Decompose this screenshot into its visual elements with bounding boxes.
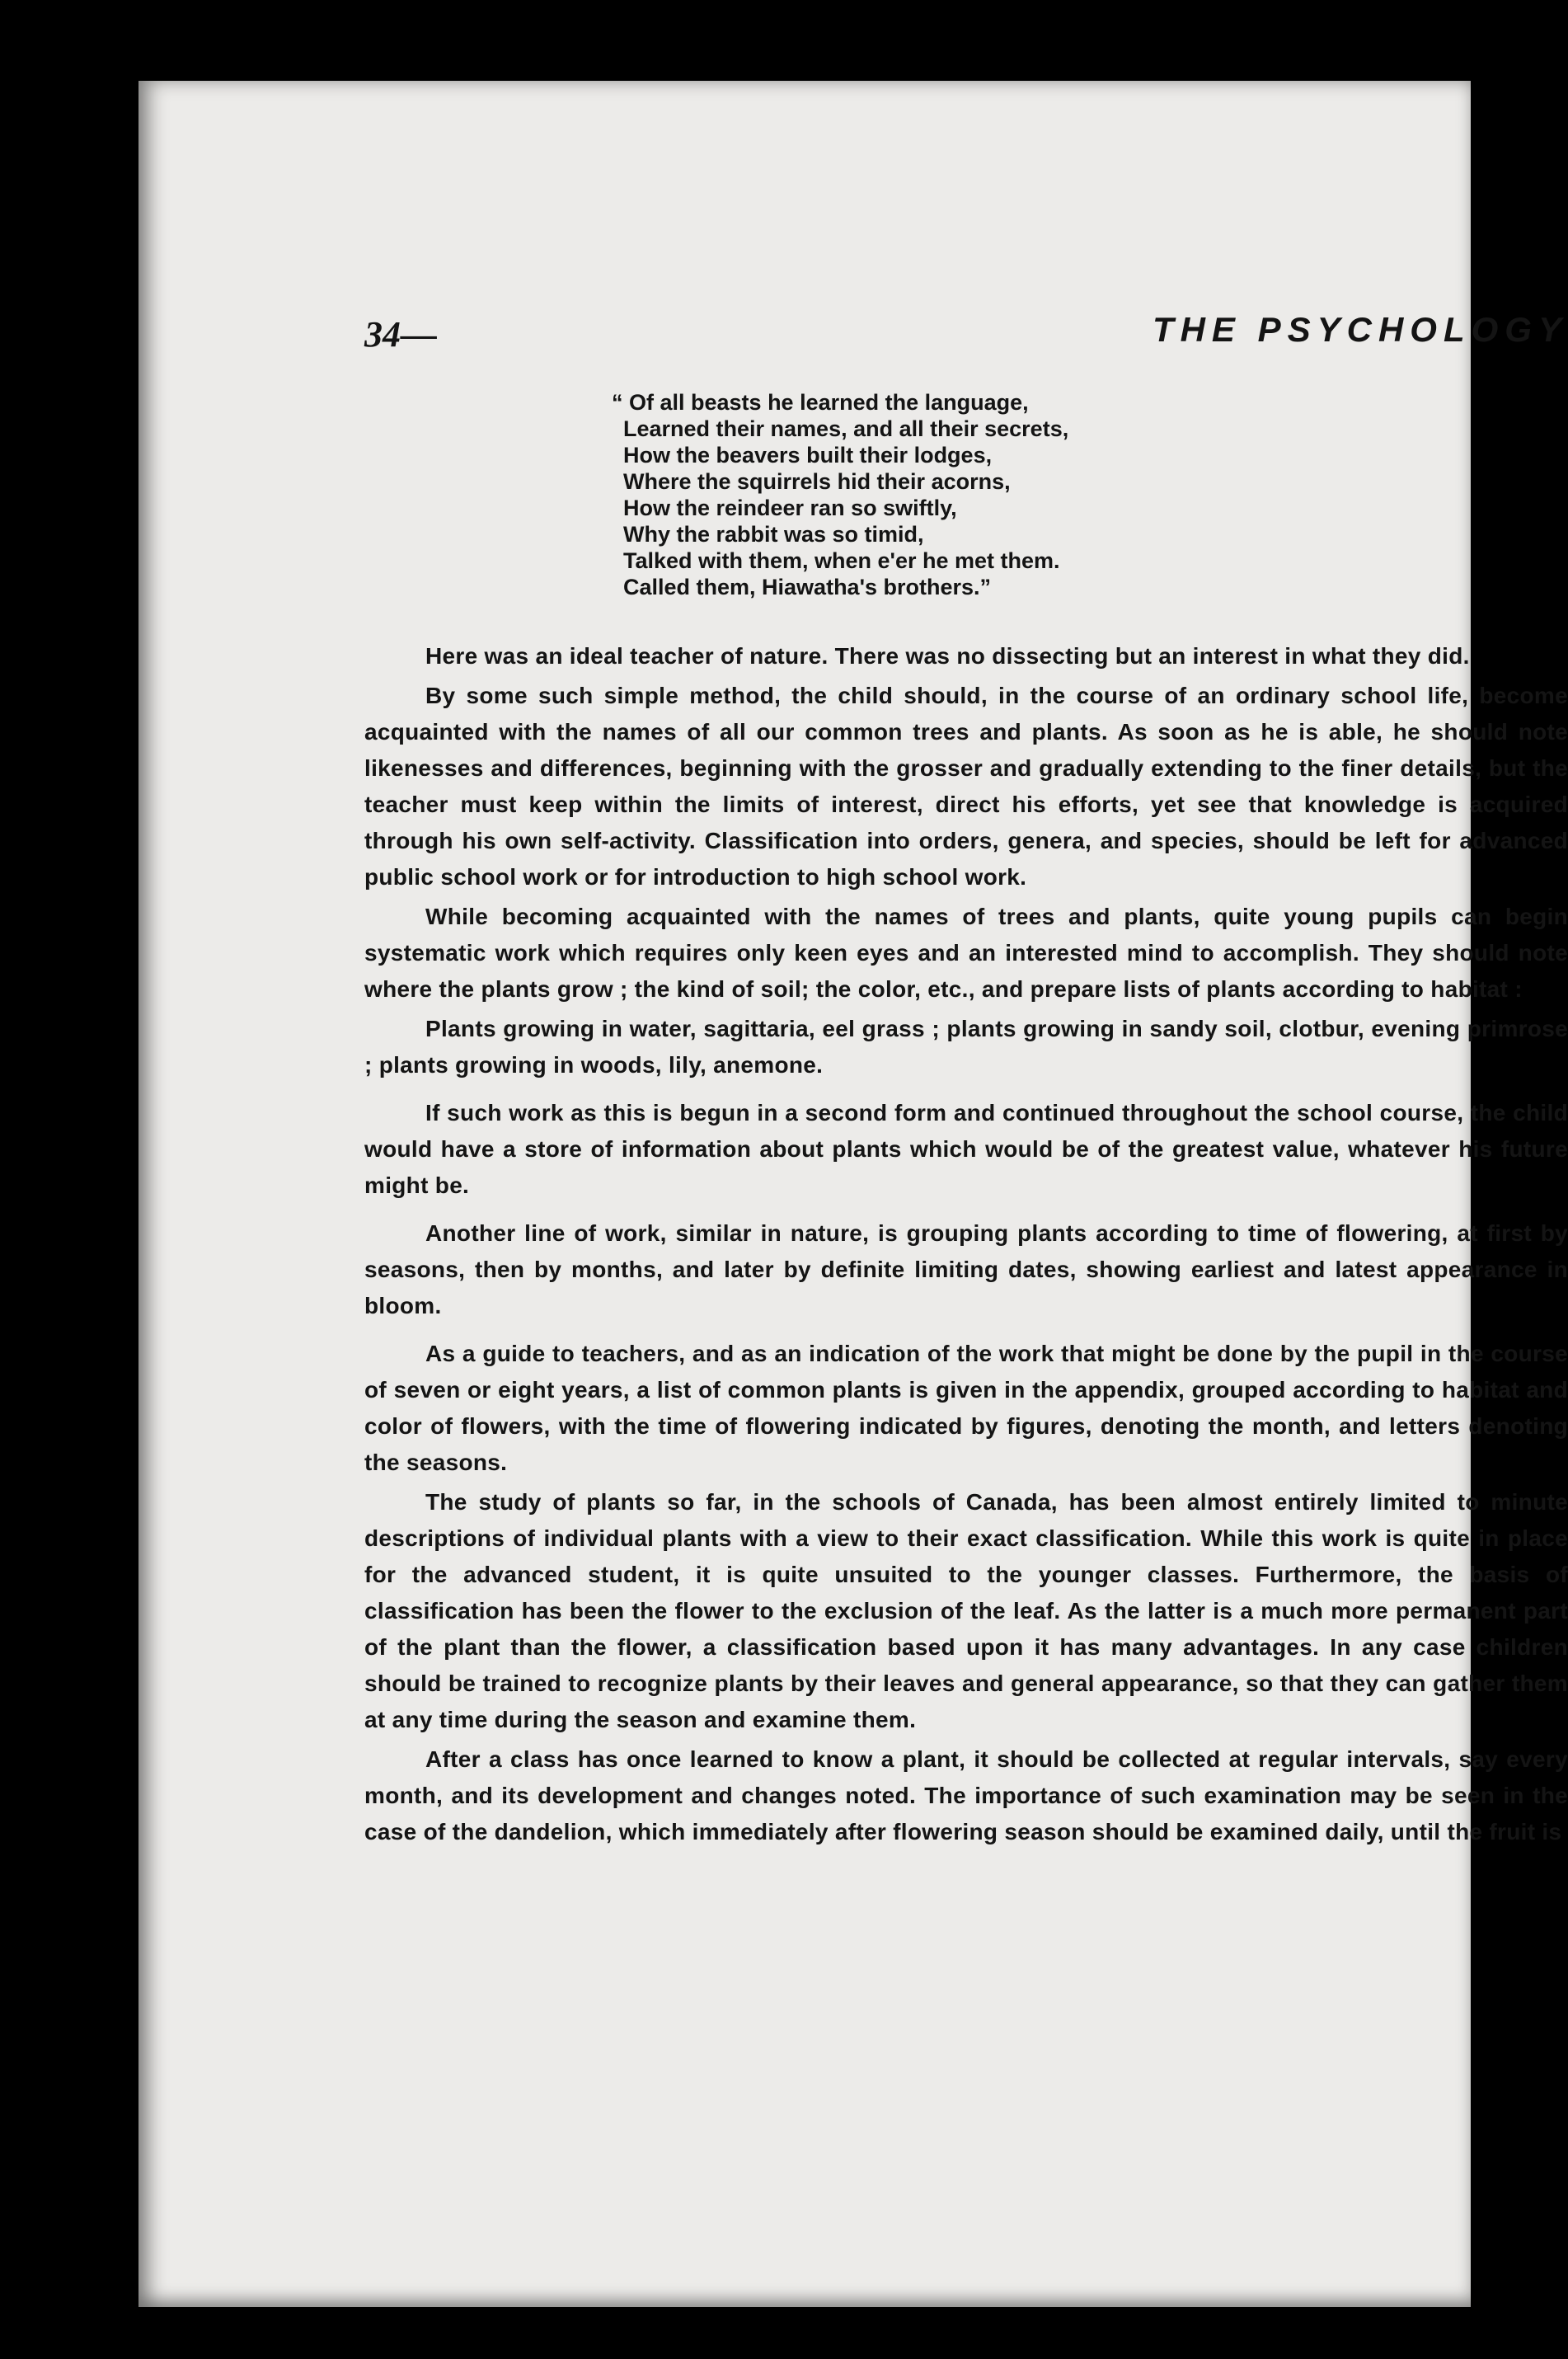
- paragraph: By some such simple method, the child should, in the course of an ordinary school life, become acquainted with the names of all our common trees and plants. As soon as he is able, he should note likenesses and differences, beginning with the grosser and gradually extending to the finer details, but the teacher must keep within the limits of interest, direct his efforts, yet see that knowledge is acquired through his own self-activity. Classification into orders, genera, and species, should be left for advanced public school work or for introduction to high school work.: [364, 683, 1568, 890]
- poem-line: “ Of all beasts he learned the language,: [612, 390, 1029, 415]
- paragraph: The study of plants so far, in the schools of Canada, has been almost entirely limited to minute descriptions of individual plants with a view to their exact classification. While this work is quite in place for the advanced student, it is quite unsuited to the younger classes. Furthermore, the basis of classification has been the flower to the exclusion of the leaf. As the latter is a much more permanent part of the plant than the flower, a classification based upon it has many advantages. In any case children should be trained to recognize plants by their leaves and general appearance, so that they can gather them at any time during the season and examine them.: [364, 1489, 1568, 1732]
- running-head: [364, 310, 1568, 374]
- paragraph: While becoming acquainted with the names of trees and plants, quite young pupils can begin systematic work which requires only keen eyes and an interested mind to accomplish. They should note where the plants grow ; the kind of soil; the color, etc., and prepare lists of plants according to habitat :: [364, 904, 1568, 1002]
- poem-quotation: [612, 389, 1568, 600]
- book-page: [138, 81, 1568, 2307]
- poem-line: How the beavers built their lodges,: [623, 443, 993, 468]
- paragraph: Here was an ideal teacher of nature. There was no dissecting but an interest in what they did.: [425, 643, 1470, 669]
- paragraph: Another line of work, similar in nature, is grouping plants according to time of flowering, at first by seasons, then by months, and later by definite limiting dates, showing earliest and latest appearance in bloom.: [364, 1220, 1568, 1318]
- poem-line: Called them, Hiawatha's brothers.”: [623, 575, 992, 599]
- poem-line: How the reindeer ran so swiftly,: [623, 496, 957, 520]
- poem-line: Talked with them, when e'er he met them.: [623, 548, 1060, 573]
- poem-line: Where the squirrels hid their acorns,: [623, 469, 1011, 494]
- poem-line: Why the rabbit was so timid,: [623, 522, 924, 547]
- paragraph: After a class has once learned to know a plant, it should be collected at regular intervals, say every month, and its development and changes noted. The importance of such examination may be seen in the case of the dandelion, which immediately after flowering season should be examined daily, until the fruit is: [364, 1746, 1568, 1844]
- paragraph: As a guide to teachers, and as an indication of the work that might be done by the pupil in the course of seven or eight years, a list of common plants is given in the appendix, grouped according to habitat and color of flowers, with the time of flowering indicated by figures, denoting the month, and letters denoting the seasons.: [364, 1341, 1568, 1475]
- running-title: THE PSYCHOLOGY: [1152, 310, 1568, 349]
- paragraph: If such work as this is begun in a second form and continued throughout the school course, the child would have a store of information about plants which would be of the greatest value, whatever his future might be.: [364, 1100, 1568, 1198]
- paragraph: Plants growing in water, sagittaria, eel grass ; plants growing in sandy soil, clotbur, evening primrose ; plants growing in woods, lily, anemone.: [364, 1016, 1568, 1078]
- page-number: 34—: [364, 314, 437, 355]
- page-content: [364, 310, 1568, 1862]
- poem-line: Learned their names, and all their secrets,: [623, 416, 1069, 441]
- body-text: [364, 638, 1568, 1850]
